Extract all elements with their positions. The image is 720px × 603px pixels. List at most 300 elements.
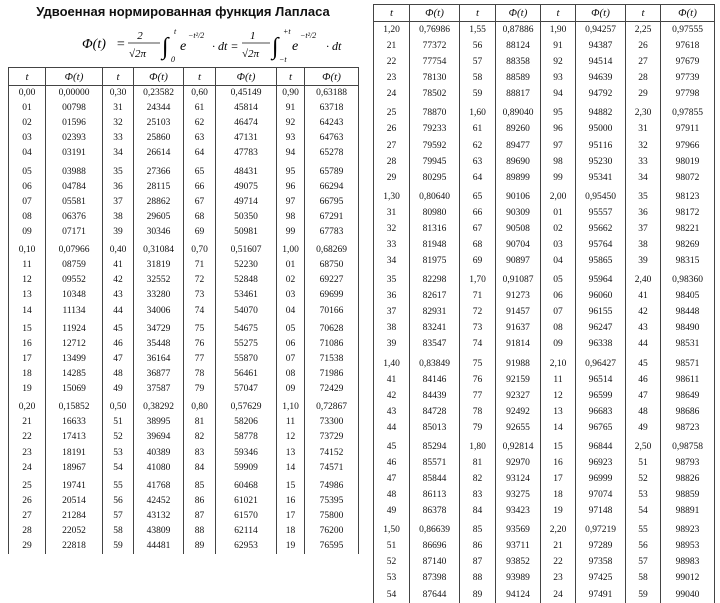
value-cell: 73729 [305, 430, 359, 445]
value-cell: 95557 [576, 205, 626, 221]
argument-cell: 05 [9, 162, 46, 180]
argument-cell: 75 [460, 353, 496, 372]
value-cell: 93275 [496, 487, 541, 503]
column-header: Φ(t) [496, 5, 541, 22]
argument-cell: 79 [184, 382, 216, 397]
svg-text:t: t [174, 27, 177, 36]
table-row [9, 494, 359, 509]
value-cell: 97679 [661, 54, 715, 70]
table-row [9, 304, 359, 319]
value-cell: 85013 [410, 420, 460, 436]
svg-text:=: = [116, 37, 126, 52]
argument-cell: 56 [103, 494, 134, 509]
value-cell: 32552 [134, 273, 184, 288]
table-header-row [374, 5, 715, 22]
value-cell: 89690 [496, 154, 541, 170]
argument-cell: 83 [460, 487, 496, 503]
column-header: t [541, 5, 576, 22]
argument-cell: 52 [626, 471, 661, 487]
value-cell: 70628 [305, 319, 359, 337]
argument-cell: 84 [184, 461, 216, 476]
table-row [374, 102, 715, 121]
value-cell: 75800 [305, 509, 359, 524]
value-cell: 83241 [410, 320, 460, 336]
argument-cell: 26 [374, 121, 410, 137]
value-cell: 65278 [305, 146, 359, 161]
value-cell: 49714 [216, 195, 277, 210]
value-cell: 33280 [134, 288, 184, 303]
value-cell: 96514 [576, 372, 626, 388]
argument-cell: 33 [626, 154, 661, 170]
value-cell: 14285 [46, 367, 103, 382]
table-row [374, 269, 715, 288]
value-cell: 02393 [46, 131, 103, 146]
argument-cell: 36 [374, 288, 410, 304]
value-cell: 34006 [134, 304, 184, 319]
argument-cell: 13 [277, 446, 305, 461]
argument-cell: 27 [9, 509, 46, 524]
argument-cell: 06 [9, 180, 46, 195]
value-cell: 0,38292 [134, 397, 184, 415]
table-row [374, 404, 715, 420]
argument-cell: 37 [103, 195, 134, 210]
argument-cell: 01 [277, 258, 305, 273]
value-cell: 98172 [661, 205, 715, 221]
argument-cell: 98 [277, 210, 305, 225]
value-cell: 95764 [576, 237, 626, 253]
argument-cell: 14 [541, 420, 576, 436]
argument-cell: 21 [9, 415, 46, 430]
value-cell: 93124 [496, 471, 541, 487]
argument-cell: 23 [541, 570, 576, 586]
value-cell: 35448 [134, 337, 184, 352]
value-cell: 0,83849 [410, 353, 460, 372]
table-row [374, 503, 715, 519]
value-cell: 90704 [496, 237, 541, 253]
value-cell: 85571 [410, 455, 460, 471]
argument-cell: 74 [184, 304, 216, 319]
table-row [374, 154, 715, 170]
argument-cell: 32 [374, 221, 410, 237]
value-cell: 07171 [46, 225, 103, 240]
argument-cell: 2,20 [541, 519, 576, 538]
column-header: t [9, 68, 46, 86]
table-row [374, 304, 715, 320]
value-cell: 61021 [216, 494, 277, 509]
argument-cell: 85 [184, 476, 216, 494]
argument-cell: 23 [9, 446, 46, 461]
argument-cell: 1,40 [374, 353, 410, 372]
svg-text:−t: −t [279, 55, 287, 64]
value-cell: 0,98758 [661, 436, 715, 455]
value-cell: 87140 [410, 554, 460, 570]
table-row [9, 240, 359, 258]
value-cell: 0,00000 [46, 86, 103, 102]
argument-cell: 2,00 [541, 186, 576, 205]
table-row [374, 519, 715, 538]
value-cell: 63718 [305, 101, 359, 116]
value-cell: 98723 [661, 420, 715, 436]
argument-cell: 89 [184, 539, 216, 554]
argument-cell: 63 [460, 154, 496, 170]
value-cell: 46474 [216, 116, 277, 131]
value-cell: 28862 [134, 195, 184, 210]
argument-cell: 77 [184, 352, 216, 367]
argument-cell: 89 [460, 587, 496, 603]
argument-cell: 18 [541, 487, 576, 503]
argument-cell: 85 [460, 519, 496, 538]
argument-cell: 49 [374, 503, 410, 519]
argument-cell: 94 [277, 146, 305, 161]
argument-cell: 2,30 [626, 102, 661, 121]
argument-cell: 11 [541, 372, 576, 388]
argument-cell: 22 [374, 54, 410, 70]
value-cell: 52230 [216, 258, 277, 273]
value-cell: 47131 [216, 131, 277, 146]
value-cell: 94882 [576, 102, 626, 121]
argument-cell: 07 [277, 352, 305, 367]
argument-cell: 1,20 [374, 22, 410, 39]
value-cell: 67291 [305, 210, 359, 225]
value-cell: 09552 [46, 273, 103, 288]
table-row [9, 337, 359, 352]
argument-cell: 43 [626, 320, 661, 336]
value-cell: 41768 [134, 476, 184, 494]
value-cell: 98611 [661, 372, 715, 388]
argument-cell: 99 [541, 170, 576, 186]
value-cell: 58206 [216, 415, 277, 430]
argument-cell: 57 [103, 509, 134, 524]
argument-cell: 77 [460, 388, 496, 404]
argument-cell: 48 [626, 404, 661, 420]
value-cell: 81316 [410, 221, 460, 237]
value-cell: 73300 [305, 415, 359, 430]
value-cell: 11134 [46, 304, 103, 319]
value-cell: 80295 [410, 170, 460, 186]
argument-cell: 1,70 [460, 269, 496, 288]
argument-cell: 52 [374, 554, 410, 570]
argument-cell: 54 [103, 461, 134, 476]
value-cell: 0,97855 [661, 102, 715, 121]
table-row [9, 430, 359, 445]
value-cell: 95116 [576, 137, 626, 153]
argument-cell: 19 [9, 382, 46, 397]
argument-cell: 1,60 [460, 102, 496, 121]
argument-cell: 01 [9, 101, 46, 116]
value-cell: 72429 [305, 382, 359, 397]
svg-text:√2π: √2π [129, 48, 147, 60]
argument-cell: 43 [103, 288, 134, 303]
argument-cell: 53 [103, 446, 134, 461]
argument-cell: 99 [277, 225, 305, 240]
argument-cell: 02 [9, 116, 46, 131]
table-row [9, 210, 359, 225]
table-row [9, 446, 359, 461]
table-row [374, 186, 715, 205]
argument-cell: 1,55 [460, 22, 496, 39]
column-header: t [103, 68, 134, 86]
value-cell: 81975 [410, 253, 460, 269]
argument-cell: 06 [277, 337, 305, 352]
value-cell: 89899 [496, 170, 541, 186]
argument-cell: 03 [277, 288, 305, 303]
argument-cell: 15 [9, 319, 46, 337]
argument-cell: 92 [541, 54, 576, 70]
value-cell: 36164 [134, 352, 184, 367]
value-cell: 28115 [134, 180, 184, 195]
value-cell: 79945 [410, 154, 460, 170]
table-row [9, 195, 359, 210]
column-header: t [277, 68, 305, 86]
argument-cell: 12 [277, 430, 305, 445]
argument-cell: 61 [184, 101, 216, 116]
argument-cell: 1,90 [541, 22, 576, 39]
argument-cell: 65 [184, 162, 216, 180]
argument-cell: 34 [103, 146, 134, 161]
value-cell: 74571 [305, 461, 359, 476]
table-row [9, 146, 359, 161]
value-cell: 97148 [576, 503, 626, 519]
value-cell: 98686 [661, 404, 715, 420]
value-cell: 42452 [134, 494, 184, 509]
argument-cell: 09 [541, 336, 576, 352]
argument-cell: 39 [103, 225, 134, 240]
argument-cell: 15 [541, 436, 576, 455]
argument-cell: 49 [103, 382, 134, 397]
value-cell: 61570 [216, 509, 277, 524]
argument-cell: 19 [541, 503, 576, 519]
table-row [374, 54, 715, 70]
value-cell: 43132 [134, 509, 184, 524]
argument-cell: 22 [9, 430, 46, 445]
value-cell: 98649 [661, 388, 715, 404]
value-cell: 88817 [496, 86, 541, 102]
svg-text:· dt: · dt [326, 39, 342, 53]
value-cell: 84728 [410, 404, 460, 420]
argument-cell: 35 [103, 162, 134, 180]
value-cell: 98490 [661, 320, 715, 336]
argument-cell: 82 [184, 430, 216, 445]
table-row [374, 237, 715, 253]
table-row [374, 570, 715, 586]
argument-cell: 45 [626, 353, 661, 372]
value-cell: 48431 [216, 162, 277, 180]
argument-cell: 64 [460, 170, 496, 186]
value-cell: 39694 [134, 430, 184, 445]
value-cell: 43809 [134, 524, 184, 539]
value-cell: 66294 [305, 180, 359, 195]
argument-cell: 08 [277, 367, 305, 382]
argument-cell: 72 [184, 273, 216, 288]
value-cell: 78130 [410, 70, 460, 86]
argument-cell: 91 [541, 38, 576, 54]
argument-cell: 2,25 [626, 22, 661, 39]
value-cell: 92159 [496, 372, 541, 388]
argument-cell: 1,00 [277, 240, 305, 258]
value-cell: 93989 [496, 570, 541, 586]
argument-cell: 08 [541, 320, 576, 336]
argument-cell: 13 [9, 288, 46, 303]
argument-cell: 59 [626, 587, 661, 603]
argument-cell: 38 [374, 320, 410, 336]
argument-cell: 54 [626, 503, 661, 519]
argument-cell: 49 [626, 420, 661, 436]
column-header: t [184, 68, 216, 86]
argument-cell: 0,10 [9, 240, 46, 258]
value-cell: 64763 [305, 131, 359, 146]
table-row [374, 320, 715, 336]
value-cell: 98019 [661, 154, 715, 170]
argument-cell: 46 [103, 337, 134, 352]
table-row [9, 131, 359, 146]
value-cell: 0,51607 [216, 240, 277, 258]
argument-cell: 92 [277, 116, 305, 131]
svg-text:2: 2 [137, 30, 143, 42]
argument-cell: 47 [103, 352, 134, 367]
value-cell: 52848 [216, 273, 277, 288]
value-cell: 96923 [576, 455, 626, 471]
argument-cell: 16 [277, 494, 305, 509]
value-cell: 45814 [216, 101, 277, 116]
value-cell: 50350 [216, 210, 277, 225]
table-row [9, 509, 359, 524]
argument-cell: 46 [374, 455, 410, 471]
argument-cell: 21 [541, 538, 576, 554]
value-cell: 88124 [496, 38, 541, 54]
argument-cell: 14 [277, 461, 305, 476]
value-cell: 22818 [46, 539, 103, 554]
value-cell: 97289 [576, 538, 626, 554]
argument-cell: 32 [103, 116, 134, 131]
svg-text:· dt =: · dt = [212, 39, 239, 53]
value-cell: 0,91087 [496, 269, 541, 288]
value-cell: 66795 [305, 195, 359, 210]
table-row [9, 273, 359, 288]
table-row [374, 372, 715, 388]
value-cell: 0,95450 [576, 186, 626, 205]
argument-cell: 66 [460, 205, 496, 221]
value-cell: 96999 [576, 471, 626, 487]
svg-text:−t²/2: −t²/2 [300, 31, 317, 40]
value-cell: 96155 [576, 304, 626, 320]
argument-cell: 55 [103, 476, 134, 494]
argument-cell: 17 [277, 509, 305, 524]
argument-cell: 1,30 [374, 186, 410, 205]
table-row [374, 554, 715, 570]
argument-cell: 73 [460, 320, 496, 336]
argument-cell: 88 [460, 570, 496, 586]
table-row [9, 397, 359, 415]
argument-cell: 88 [184, 524, 216, 539]
value-cell: 26614 [134, 146, 184, 161]
value-cell: 97491 [576, 587, 626, 603]
column-header: Φ(t) [216, 68, 277, 86]
table-row [374, 420, 715, 436]
argument-cell: 31 [103, 101, 134, 116]
value-cell: 34729 [134, 319, 184, 337]
value-cell: 0,86639 [410, 519, 460, 538]
argument-cell: 96 [277, 180, 305, 195]
value-cell: 0,63188 [305, 86, 359, 102]
value-cell: 85844 [410, 471, 460, 487]
argument-cell: 37 [374, 304, 410, 320]
argument-cell: 27 [626, 54, 661, 70]
value-cell: 44481 [134, 539, 184, 554]
table-row [9, 367, 359, 382]
table-row [374, 205, 715, 221]
value-cell: 91273 [496, 288, 541, 304]
value-cell: 67783 [305, 225, 359, 240]
value-cell: 82617 [410, 288, 460, 304]
value-cell: 40389 [134, 446, 184, 461]
argument-cell: 68 [184, 210, 216, 225]
value-cell: 87644 [410, 587, 460, 603]
value-cell: 0,97219 [576, 519, 626, 538]
value-cell: 62114 [216, 524, 277, 539]
argument-cell: 93 [277, 131, 305, 146]
value-cell: 29605 [134, 210, 184, 225]
argument-cell: 07 [9, 195, 46, 210]
value-cell: 0,45149 [216, 86, 277, 102]
column-header: Φ(t) [410, 5, 460, 22]
value-cell: 89260 [496, 121, 541, 137]
argument-cell: 1,10 [277, 397, 305, 415]
value-cell: 98531 [661, 336, 715, 352]
table-row [374, 587, 715, 603]
argument-cell: 15 [277, 476, 305, 494]
argument-cell: 52 [103, 430, 134, 445]
table-row [374, 121, 715, 137]
argument-cell: 82 [460, 471, 496, 487]
argument-cell: 29 [626, 86, 661, 102]
value-cell: 36877 [134, 367, 184, 382]
argument-cell: 02 [541, 221, 576, 237]
table-row [9, 461, 359, 476]
value-cell: 68750 [305, 258, 359, 273]
value-cell: 81948 [410, 237, 460, 253]
argument-cell: 69 [460, 253, 496, 269]
argument-cell: 58 [103, 524, 134, 539]
argument-cell: 97 [541, 137, 576, 153]
value-cell: 11924 [46, 319, 103, 337]
table-row [374, 137, 715, 153]
value-cell: 87398 [410, 570, 460, 586]
argument-cell: 38 [626, 237, 661, 253]
table-row [9, 382, 359, 397]
table-row [9, 225, 359, 240]
argument-cell: 51 [374, 538, 410, 554]
value-cell: 97425 [576, 570, 626, 586]
argument-cell: 19 [277, 539, 305, 554]
value-cell: 71986 [305, 367, 359, 382]
value-cell: 00798 [46, 101, 103, 116]
value-cell: 06376 [46, 210, 103, 225]
value-cell: 98826 [661, 471, 715, 487]
argument-cell: 04 [9, 146, 46, 161]
argument-cell: 66 [184, 180, 216, 195]
argument-cell: 56 [460, 38, 496, 54]
value-cell: 04784 [46, 180, 103, 195]
value-cell: 0,23582 [134, 86, 184, 102]
value-cell: 79233 [410, 121, 460, 137]
value-cell: 10348 [46, 288, 103, 303]
value-cell: 25860 [134, 131, 184, 146]
value-cell: 93569 [496, 519, 541, 538]
argument-cell: 0,50 [103, 397, 134, 415]
table-row [374, 455, 715, 471]
argument-cell: 06 [541, 288, 576, 304]
argument-cell: 36 [103, 180, 134, 195]
